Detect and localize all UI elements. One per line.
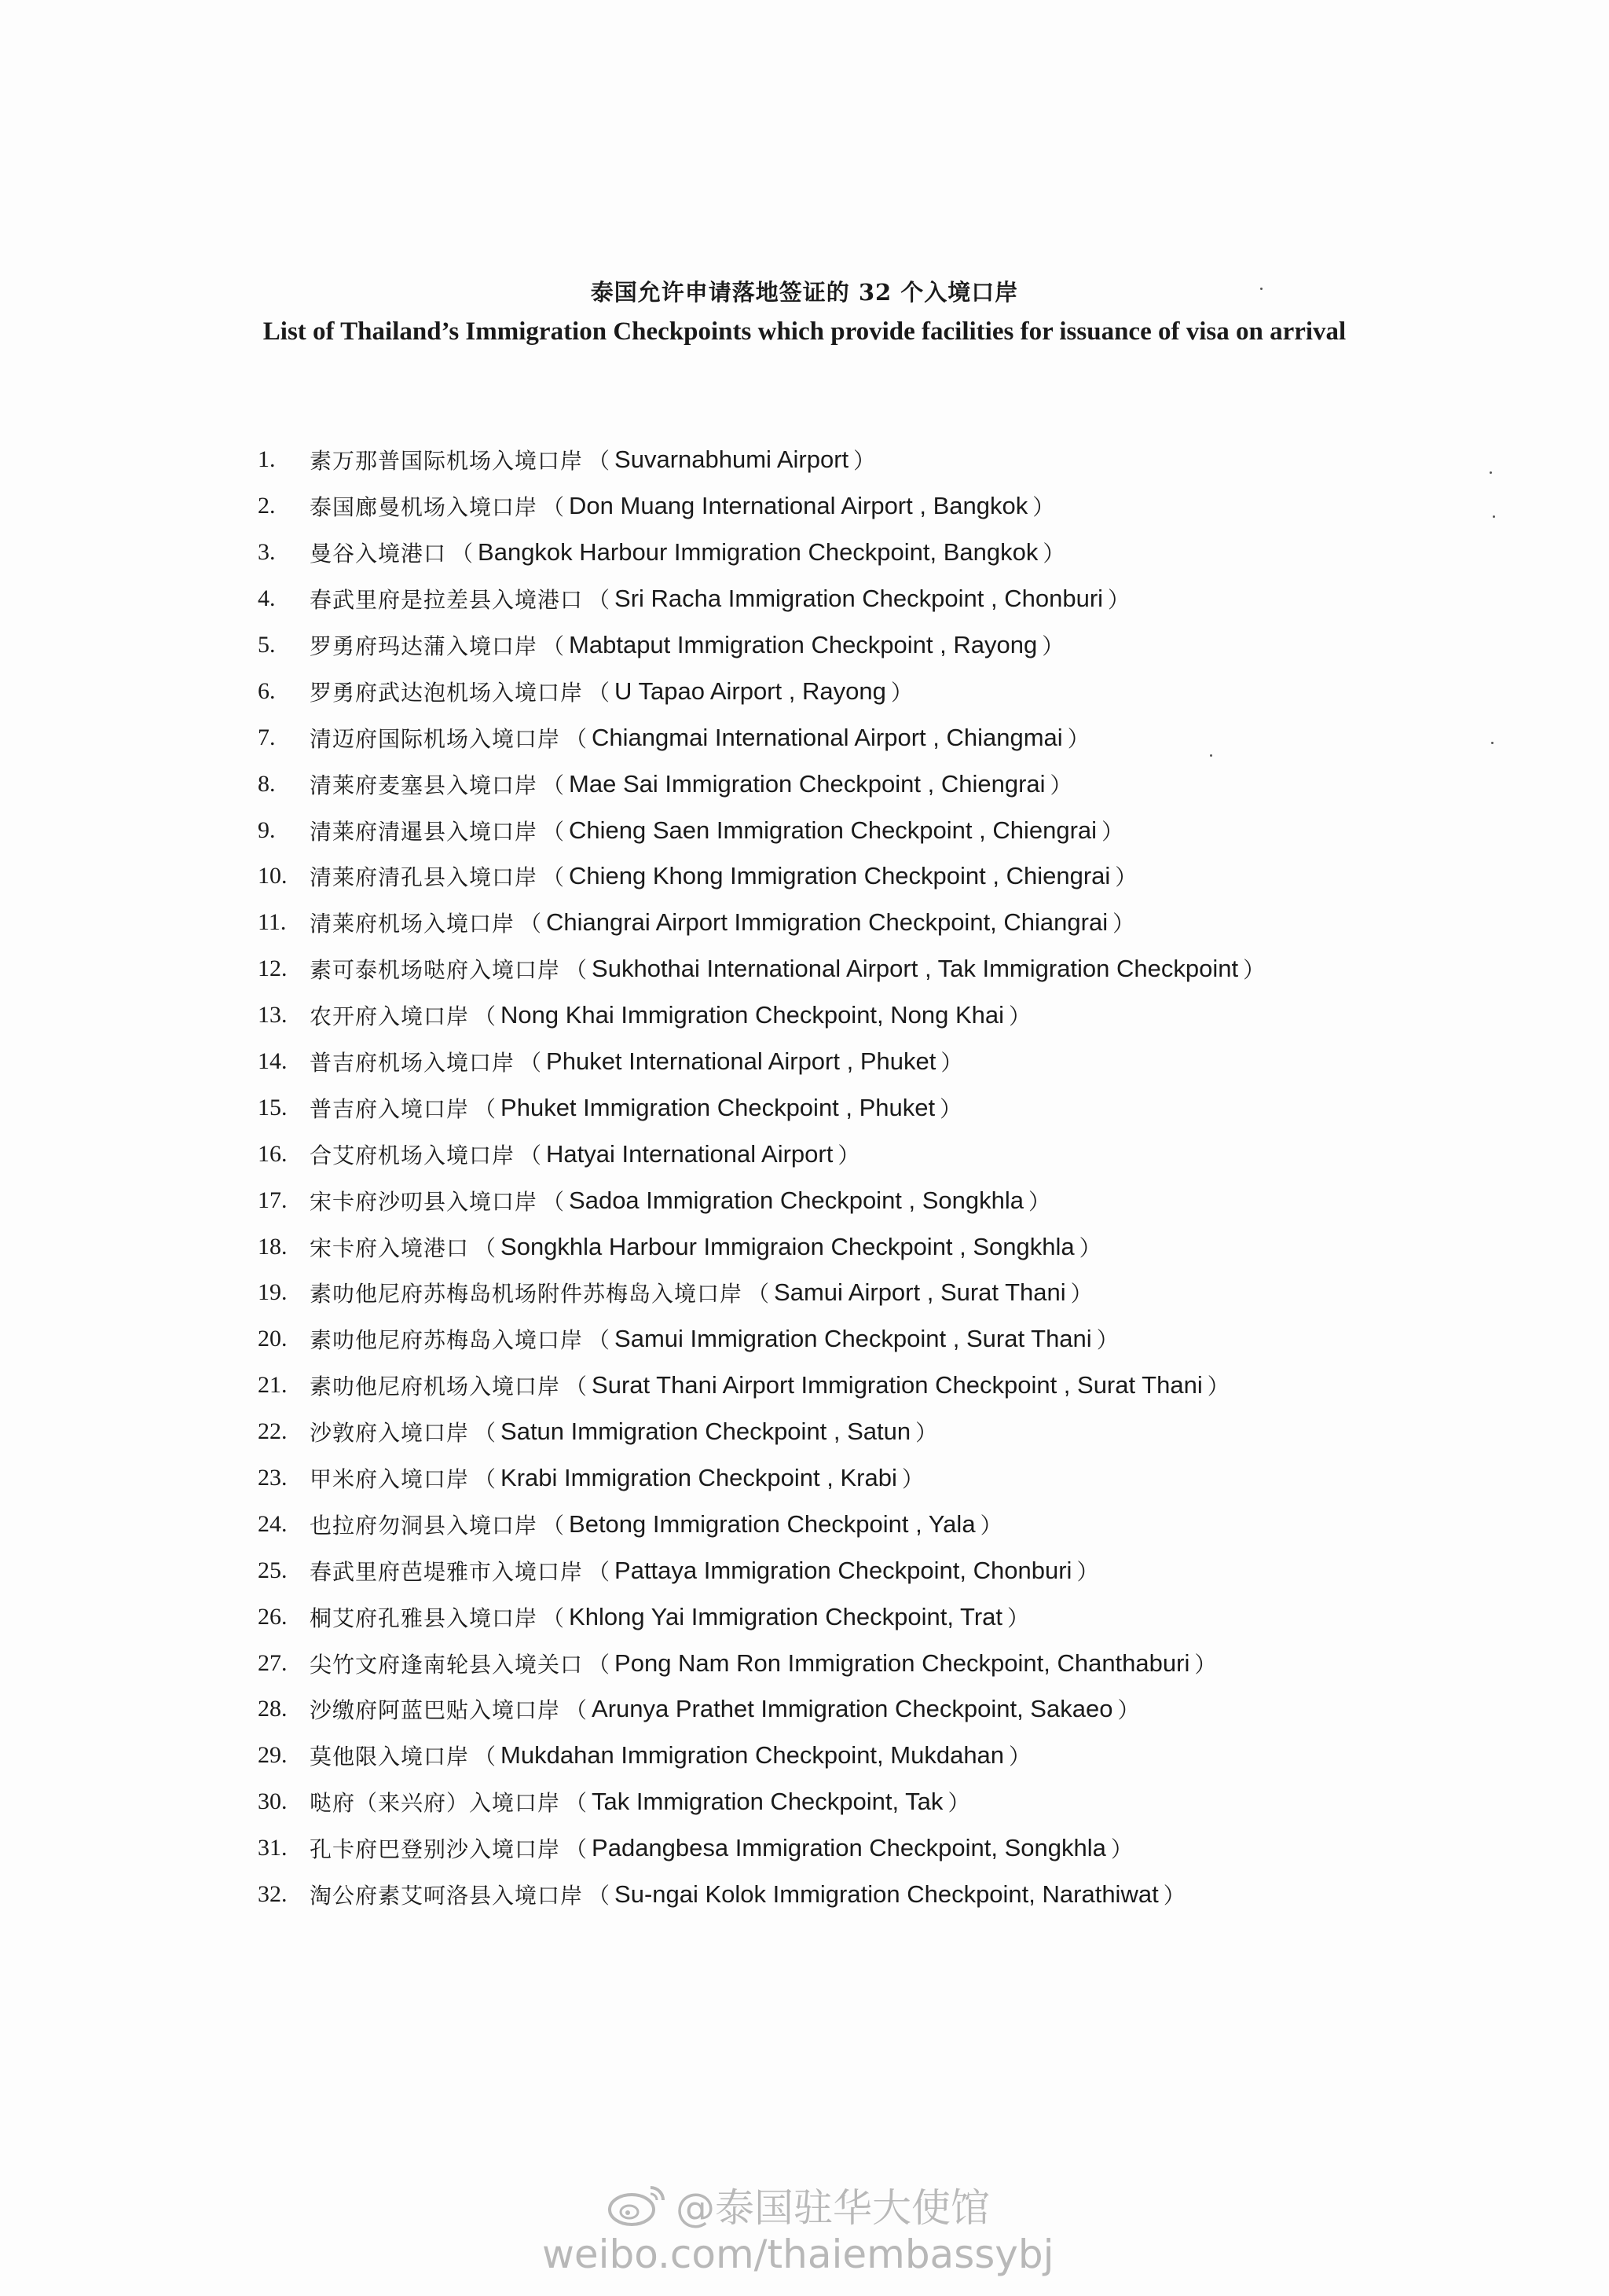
close-paren: ） xyxy=(980,1512,1002,1539)
open-paren: （ xyxy=(519,1050,542,1076)
item-name-chinese: 清莱府清暹县入境口岸 xyxy=(310,818,538,845)
item-name-english: Sri Racha Immigration Checkpoint , Chonburi xyxy=(614,585,1104,613)
item-name-chinese: 春武里府是拉差县入境港口 xyxy=(310,587,584,614)
list-item xyxy=(258,1270,1389,1316)
item-number: 2. xyxy=(258,493,276,519)
item-name-chinese: 桐艾府孔雅县入境口岸 xyxy=(310,1605,538,1631)
item-name-chinese: 素叻他尼府苏梅岛入境口岸 xyxy=(310,1327,584,1354)
scan-speck xyxy=(1490,471,1492,474)
item-name-english: Padangbesa Immigration Checkpoint, Songkhla xyxy=(592,1834,1106,1862)
item-number: 23. xyxy=(258,1465,288,1491)
item-name-english: Sukhothai International Airport , Tak Immigration Checkpoint xyxy=(592,955,1239,983)
list-item xyxy=(258,1825,1389,1872)
item-name-chinese: 淘公府素艾呵洛县入境口岸 xyxy=(310,1883,584,1909)
item-number: 10. xyxy=(258,863,288,889)
list-item xyxy=(258,900,1389,946)
open-paren: （ xyxy=(474,1466,497,1493)
item-name-english: Mabtaput Immigration Checkpoint , Rayong xyxy=(569,631,1038,658)
item-number: 32. xyxy=(258,1881,288,1908)
open-paren: （ xyxy=(474,1234,497,1261)
open-paren: （ xyxy=(474,1744,497,1770)
item-name-chinese: 清迈府国际机场入境口岸 xyxy=(310,725,561,752)
open-paren: （ xyxy=(474,1420,497,1447)
close-paren: ） xyxy=(1207,1374,1230,1400)
item-name-chinese: 素叻他尼府机场入境口岸 xyxy=(310,1374,561,1400)
open-paren: （ xyxy=(747,1281,770,1308)
close-paren: ） xyxy=(1117,1697,1140,1724)
list-item xyxy=(258,1733,1389,1779)
open-paren: （ xyxy=(588,587,610,614)
open-paren: （ xyxy=(542,1512,565,1539)
item-name-english: Satun Immigration Checkpoint , Satun xyxy=(500,1418,911,1446)
item-name-english: Samui Immigration Checkpoint , Surat Thani xyxy=(614,1325,1092,1353)
item-name-chinese: 孔卡府巴登别沙入境口岸 xyxy=(310,1836,561,1863)
scan-speck xyxy=(1491,742,1494,744)
close-paren: ） xyxy=(915,1420,938,1447)
watermark-account: @泰国驻华大使馆 xyxy=(676,2185,990,2231)
close-paren: ） xyxy=(1076,1558,1099,1585)
close-paren: ） xyxy=(1110,1836,1133,1863)
close-paren: ） xyxy=(1163,1883,1186,1909)
list-item xyxy=(258,992,1389,1039)
item-number: 22. xyxy=(258,1418,288,1445)
item-name-chinese: 莫他限入境口岸 xyxy=(310,1744,470,1770)
open-paren: （ xyxy=(542,494,565,521)
list-item xyxy=(258,1640,1389,1686)
item-name-chinese: 普吉府入境口岸 xyxy=(310,1095,470,1122)
item-number: 31. xyxy=(258,1835,288,1861)
close-paren: ） xyxy=(1108,587,1131,614)
list-item xyxy=(258,1363,1389,1409)
item-name-english: Khlong Yai Immigration Checkpoint, Trat xyxy=(569,1602,1002,1630)
item-number: 1. xyxy=(258,446,276,473)
item-name-english: Don Muang International Airport , Bangkok xyxy=(569,492,1028,520)
list-item xyxy=(258,1455,1389,1502)
scan-speck xyxy=(1493,515,1495,518)
item-name-chinese: 泰国廊曼机场入境口岸 xyxy=(310,494,538,521)
scan-speck xyxy=(1260,288,1263,290)
list-item xyxy=(258,1131,1389,1177)
open-paren: （ xyxy=(542,633,565,659)
scan-speck xyxy=(1210,754,1212,757)
open-paren: （ xyxy=(542,1605,565,1631)
item-number: 25. xyxy=(258,1557,288,1583)
item-number: 17. xyxy=(258,1187,288,1213)
list-item xyxy=(258,1872,1389,1918)
list-item xyxy=(258,761,1389,807)
item-number: 21. xyxy=(258,1372,288,1399)
item-name-english: Tak Immigration Checkpoint, Tak xyxy=(592,1788,944,1816)
item-number: 3. xyxy=(258,539,276,566)
close-paren: ） xyxy=(1009,1003,1032,1030)
item-name-chinese: 普吉府机场入境口岸 xyxy=(310,1050,515,1076)
item-name-english: Pong Nam Ron Immigration Checkpoint, Chanthaburi xyxy=(614,1649,1190,1677)
list-item xyxy=(258,1316,1389,1363)
item-name-english: Phuket International Airport , Phuket xyxy=(546,1047,936,1076)
item-name-english: Nong Khai Immigration Checkpoint, Nong Khai xyxy=(500,1001,1005,1029)
close-paren: ） xyxy=(1032,494,1055,521)
item-name-chinese: 宋卡府沙叨县入境口岸 xyxy=(310,1188,538,1215)
item-name-english: Mae Sai Immigration Checkpoint , Chiengrai xyxy=(569,769,1046,798)
open-paren: （ xyxy=(565,957,588,984)
item-number: 13. xyxy=(258,1002,288,1029)
item-name-chinese: 沙缴府阿蓝巴贴入境口岸 xyxy=(310,1697,561,1724)
item-name-english: Chieng Khong Immigration Checkpoint , Chiengrai xyxy=(569,862,1111,890)
list-item xyxy=(258,622,1389,669)
title-chinese: 泰国允许申请落地签证的 32 个入境口岸 xyxy=(590,279,1019,306)
close-paren: ） xyxy=(940,1050,963,1076)
close-paren: ） xyxy=(1007,1605,1030,1631)
open-paren: （ xyxy=(519,1142,542,1168)
item-name-chinese: 甲米府入境口岸 xyxy=(310,1466,470,1493)
item-name-chinese: 清莱府清孔县入境口岸 xyxy=(310,864,538,891)
close-paren: ） xyxy=(1079,1234,1101,1261)
item-name-chinese: 尖竹文府逢南轮县入境关口 xyxy=(310,1651,584,1678)
list-item xyxy=(258,1686,1389,1733)
item-name-english: Krabi Immigration Checkpoint , Krabi xyxy=(500,1464,897,1492)
item-number: 12. xyxy=(258,955,288,982)
open-paren: （ xyxy=(565,725,588,752)
open-paren: （ xyxy=(474,1095,497,1122)
list-item xyxy=(258,714,1389,761)
item-name-english: Sadoa Immigration Checkpoint , Songkhla xyxy=(569,1186,1024,1214)
open-paren: （ xyxy=(451,541,474,567)
open-paren: （ xyxy=(565,1374,588,1400)
list-item xyxy=(258,807,1389,853)
list-item xyxy=(258,668,1389,714)
item-name-chinese: 素叻他尼府苏梅岛机场附件苏梅岛入境口岸 xyxy=(310,1281,743,1308)
close-paren: ） xyxy=(1009,1744,1032,1770)
item-name-english: Surat Thani Airport Immigration Checkpoint , Surat Thani xyxy=(592,1371,1203,1399)
item-number: 9. xyxy=(258,816,276,843)
item-name-english: Chiangrai Airport Immigration Checkpoint, Chiangrai xyxy=(546,908,1109,937)
open-paren: （ xyxy=(565,1697,588,1724)
open-paren: （ xyxy=(588,448,610,475)
list-item xyxy=(258,946,1389,992)
close-paren: ） xyxy=(1194,1651,1217,1678)
item-name-chinese: 曼谷入境港口 xyxy=(310,541,447,567)
item-name-chinese: 清莱府麦塞县入境口岸 xyxy=(310,772,538,798)
open-paren: （ xyxy=(542,772,565,798)
open-paren: （ xyxy=(474,1003,497,1030)
item-number: 8. xyxy=(258,770,276,797)
close-paren: ） xyxy=(1028,1188,1051,1215)
item-number: 5. xyxy=(258,632,276,658)
close-paren: ） xyxy=(1112,911,1135,937)
close-paren: ） xyxy=(1042,633,1065,659)
item-number: 11. xyxy=(258,909,287,936)
checkpoint-list xyxy=(258,437,1389,1918)
open-paren: （ xyxy=(588,1883,610,1909)
item-name-english: Chiangmai International Airport , Chiangmai xyxy=(592,723,1063,751)
item-number: 29. xyxy=(258,1742,288,1769)
item-number: 19. xyxy=(258,1279,288,1306)
close-paren: ） xyxy=(837,1142,860,1168)
list-item xyxy=(258,530,1389,576)
close-paren: ） xyxy=(1070,1281,1093,1308)
list-item xyxy=(258,437,1389,483)
list-item xyxy=(258,1039,1389,1085)
item-name-english: Pattaya Immigration Checkpoint, Chonburi xyxy=(614,1556,1072,1584)
open-paren: （ xyxy=(542,864,565,891)
item-name-chinese: 素万那普国际机场入境口岸 xyxy=(310,448,584,475)
item-name-chinese: 也拉府勿洞县入境口岸 xyxy=(310,1512,538,1539)
open-paren: （ xyxy=(588,679,610,706)
item-number: 18. xyxy=(258,1233,288,1260)
list-item xyxy=(258,1779,1389,1825)
item-name-english: Samui Airport , Surat Thani xyxy=(774,1278,1066,1307)
item-name-chinese: 素可泰机场哒府入境口岸 xyxy=(310,957,561,984)
item-name-english: Chieng Saen Immigration Checkpoint , Chiengrai xyxy=(569,816,1098,844)
list-item xyxy=(258,1594,1389,1640)
list-item xyxy=(258,1409,1389,1455)
item-name-chinese: 沙敦府入境口岸 xyxy=(310,1420,470,1447)
open-paren: （ xyxy=(542,818,565,845)
item-name-chinese: 清莱府机场入境口岸 xyxy=(310,911,515,937)
close-paren: ） xyxy=(1101,818,1124,845)
item-number: 30. xyxy=(258,1788,288,1815)
list-item xyxy=(258,853,1389,900)
weibo-logo-icon xyxy=(605,2181,668,2228)
item-name-english: Betong Immigration Checkpoint , Yala xyxy=(569,1509,976,1538)
item-number: 27. xyxy=(258,1649,288,1676)
close-paren: ） xyxy=(1043,541,1065,567)
open-paren: （ xyxy=(588,1327,610,1354)
list-item xyxy=(258,1547,1389,1594)
open-paren: （ xyxy=(565,1790,588,1817)
list-item xyxy=(258,1177,1389,1223)
open-paren: （ xyxy=(565,1836,588,1863)
item-name-english: Suvarnabhumi Airport xyxy=(614,446,849,474)
open-paren: （ xyxy=(588,1651,610,1678)
close-paren: ） xyxy=(947,1790,970,1817)
item-name-english: Bangkok Harbour Immigration Checkpoint, Bangkok xyxy=(478,538,1039,567)
item-number: 6. xyxy=(258,677,276,704)
item-name-english: Mukdahan Immigration Checkpoint, Mukdahan xyxy=(500,1741,1005,1770)
list-item xyxy=(258,483,1389,530)
close-paren: ） xyxy=(1067,725,1090,752)
close-paren: ） xyxy=(1050,772,1072,798)
item-name-chinese: 农开府入境口岸 xyxy=(310,1003,470,1030)
open-paren: （ xyxy=(542,1188,565,1215)
item-name-chinese: 宋卡府入境港口 xyxy=(310,1234,470,1261)
item-number: 24. xyxy=(258,1510,288,1537)
item-number: 28. xyxy=(258,1696,288,1722)
item-number: 15. xyxy=(258,1094,288,1120)
item-number: 4. xyxy=(258,585,276,612)
item-name-english: Songkhla Harbour Immigraion Checkpoint , Songkhla xyxy=(500,1232,1075,1260)
list-item xyxy=(258,1084,1389,1131)
close-paren: ） xyxy=(1243,957,1266,984)
open-paren: （ xyxy=(588,1558,610,1585)
item-name-english: Su-ngai Kolok Immigration Checkpoint, Narathiwat xyxy=(614,1880,1159,1909)
close-paren: ） xyxy=(1115,864,1138,891)
item-number: 26. xyxy=(258,1603,288,1630)
item-name-chinese: 春武里府芭堤雅市入境口岸 xyxy=(310,1558,584,1585)
item-number: 16. xyxy=(258,1140,288,1167)
item-name-english: Arunya Prathet Immigration Checkpoint, Sakaeo xyxy=(592,1695,1113,1723)
list-item xyxy=(258,1501,1389,1547)
close-paren: ） xyxy=(940,1095,962,1122)
list-item xyxy=(258,576,1389,622)
item-number: 7. xyxy=(258,724,276,750)
open-paren: （ xyxy=(519,911,542,937)
item-name-chinese: 罗勇府武达泡机场入境口岸 xyxy=(310,679,584,706)
close-paren: ） xyxy=(853,448,876,475)
item-name-english: U Tapao Airport , Rayong xyxy=(614,677,886,705)
item-name-chinese: 哒府（来兴府）入境口岸 xyxy=(310,1790,561,1817)
list-item xyxy=(258,1223,1389,1270)
item-name-english: Phuket Immigration Checkpoint , Phuket xyxy=(500,1093,936,1121)
item-number: 14. xyxy=(258,1048,288,1075)
item-name-chinese: 罗勇府玛达蒲入境口岸 xyxy=(310,633,538,659)
watermark-url: weibo.com/thaiembassybj xyxy=(542,2232,1054,2277)
close-paren: ） xyxy=(901,1466,924,1493)
item-number: 20. xyxy=(258,1326,288,1352)
item-name-chinese: 合艾府机场入境口岸 xyxy=(310,1142,515,1168)
title-english: List of Thailand’s Immigration Checkpoints which provide facilities for issuance of visa on arrival xyxy=(262,317,1347,346)
close-paren: ） xyxy=(1096,1327,1119,1354)
close-paren: ） xyxy=(890,679,913,706)
item-name-english: Hatyai International Airport xyxy=(546,1139,834,1168)
